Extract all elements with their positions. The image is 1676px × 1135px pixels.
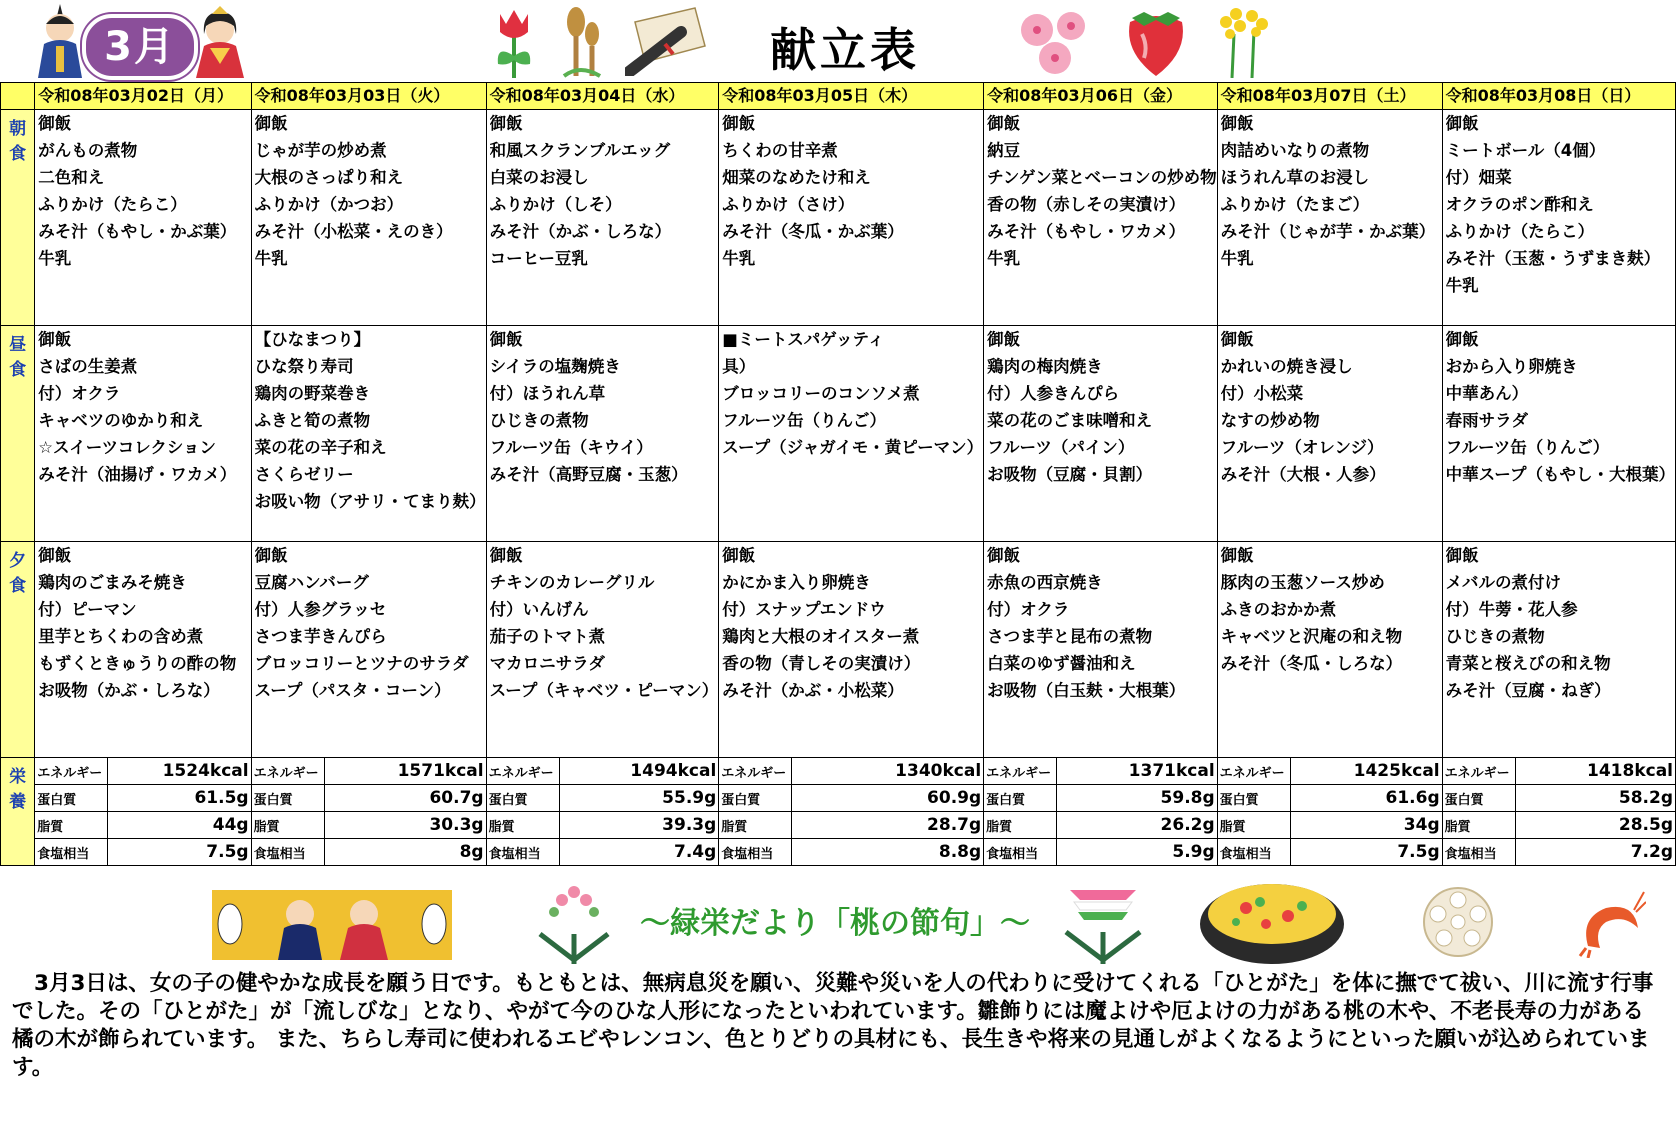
nutrition-row-item — [35, 758, 250, 785]
nutrition-label: 蛋白質 — [35, 785, 108, 812]
menu-item: フルーツ（パイン） — [987, 438, 1135, 457]
nutrition-value: 60.9g — [792, 785, 983, 812]
menu-item: みそ汁（じゃが芋・かぶ葉） — [1220, 222, 1436, 241]
nutrition-cell — [251, 758, 486, 866]
menu-item: 和風スクランブルエッグ — [489, 141, 671, 160]
nutrition-label: 脂質 — [1218, 812, 1291, 839]
menu-item: 香の物（赤しその実漬け） — [987, 195, 1186, 214]
date-header: 令和08年03月04日（水） — [486, 83, 719, 110]
menu-item: 牛乳 — [1445, 276, 1479, 295]
menu-item: ふりかけ（たらこ） — [1445, 222, 1595, 241]
menu-item: 付）畑菜 — [1445, 168, 1512, 187]
menu-item: 畑菜のなめたけ和え — [722, 168, 871, 187]
menu-item: 牛乳 — [38, 249, 72, 268]
nutrition-value: 34g — [1290, 812, 1441, 839]
nutrition-label: 食塩相当 — [719, 839, 792, 866]
menu-item: 付）ピーマン — [38, 600, 137, 619]
corner-cell — [1, 83, 35, 110]
menu-item: 大根のさっぱり和え — [254, 168, 404, 187]
menu-item: ブロッコリーとツナのサラダ — [254, 654, 469, 673]
dinner-cell — [719, 542, 984, 758]
menu-item: 御飯 — [722, 114, 756, 133]
nutrition-value: 5.9g — [1172, 842, 1215, 862]
peach-blossom-icon — [1015, 6, 1097, 78]
menu-item: 付）スナップエンドウ — [722, 600, 886, 619]
menu-item: 豚肉の玉葱ソース炒め — [1220, 573, 1385, 592]
nutrition-row-item — [1218, 839, 1442, 866]
breakfast-cell — [486, 110, 719, 326]
date-header: 令和08年03月07日（土） — [1217, 83, 1442, 110]
menu-item: なすの炒め物 — [1220, 411, 1320, 430]
nutrition-value: 7.5g — [1397, 842, 1440, 862]
menu-item: 里芋とちくわの含め煮 — [38, 627, 204, 646]
menu-item: みそ汁（もやし・ワカメ） — [987, 222, 1186, 241]
menu-item: 鶏肉の野菜巻き — [254, 384, 371, 403]
menu-item: かれいの焼き浸し — [1220, 357, 1353, 376]
emperor-doll-icon — [30, 2, 90, 78]
menu-item: 【ひなまつり】 — [254, 330, 371, 349]
nutrition-row-item — [487, 812, 719, 839]
menu-item: 赤魚の西京焼き — [987, 573, 1103, 592]
menu-item: ふりかけ（かつお） — [254, 195, 404, 214]
menu-item: 御飯 — [1220, 330, 1254, 349]
rape-blossom-icon — [1212, 4, 1276, 78]
dinner-cell — [1442, 542, 1675, 758]
nutrition-label: 食塩相当 — [984, 839, 1057, 866]
nutrition-label: エネルギー — [719, 758, 792, 785]
nutrition-row-item — [984, 812, 1217, 839]
nutrition-value: 1425kcal — [1290, 758, 1441, 785]
meal-label-dinner: 夕食 — [1, 542, 35, 758]
nutrition-table — [487, 758, 719, 865]
menu-item: メバルの煮付け — [1445, 573, 1561, 592]
menu-item: 牛乳 — [254, 249, 288, 268]
nutrition-row-item — [984, 839, 1217, 866]
lunch-cell — [719, 326, 984, 542]
nutrition-label: 蛋白質 — [1218, 785, 1291, 812]
lunch-cell — [1442, 326, 1675, 542]
date-header: 令和08年03月03日（火） — [251, 83, 486, 110]
nutrition-label: 脂質 — [487, 812, 560, 839]
menu-item: オクラのポン酢和え — [1445, 195, 1594, 214]
menu-item: 鶏肉の梅肉焼き — [987, 357, 1103, 376]
nutrition-label: エネルギー — [252, 758, 325, 785]
menu-item: 御飯 — [1445, 546, 1479, 565]
nutrition-row-item — [252, 785, 486, 812]
menu-item: 具） — [722, 357, 756, 376]
nutrition-value: 1494kcal — [559, 758, 718, 785]
menu-item: 付）人参きんぴら — [987, 384, 1120, 403]
nutrition-table — [984, 758, 1217, 865]
nutrition-value: 28.5g — [1515, 812, 1675, 839]
menu-item: 付）オクラ — [38, 384, 121, 403]
nutrition-row-item — [252, 839, 486, 866]
date-header-row — [1, 83, 1676, 110]
menu-item: 御飯 — [38, 114, 72, 133]
nutrition-row-item — [487, 758, 719, 785]
breakfast-cell — [719, 110, 984, 326]
nutrition-value: 7.5g — [206, 842, 249, 862]
nutrition-row-item — [487, 785, 719, 812]
diploma-icon — [625, 6, 707, 76]
breakfast-cell — [35, 110, 251, 326]
lunch-cell — [35, 326, 251, 542]
menu-item: 御飯 — [1220, 546, 1254, 565]
menu-item: 御飯 — [1220, 114, 1254, 133]
nutrition-row — [1, 758, 1676, 866]
nutrition-cell — [719, 758, 984, 866]
menu-item: 菜の花のごま味噌和え — [987, 411, 1153, 430]
menu-item: 鶏肉と大根のオイスター煮 — [722, 627, 920, 646]
nutrition-label: エネルギー — [1443, 758, 1516, 785]
menu-item: 牛乳 — [1220, 249, 1254, 268]
nutrition-label: 脂質 — [252, 812, 325, 839]
nutrition-cell — [35, 758, 251, 866]
nutrition-value: 59.8g — [1057, 785, 1217, 812]
menu-item: 御飯 — [38, 330, 72, 349]
breakfast-cell — [1442, 110, 1675, 326]
nutrition-value: 60.7g — [324, 785, 486, 812]
nutrition-value: 1340kcal — [792, 758, 983, 785]
menu-item: 白菜のお浸し — [489, 168, 589, 187]
nutrition-value: 39.3g — [559, 812, 718, 839]
menu-item: みそ汁（大根・人参） — [1220, 465, 1386, 484]
menu-item: ブロッコリーのコンソメ煮 — [722, 384, 920, 403]
nutrition-label: 蛋白質 — [984, 785, 1057, 812]
menu-item: 御飯 — [254, 546, 288, 565]
nutrition-value: 26.2g — [1057, 812, 1217, 839]
menu-item: みそ汁（小松菜・えのき） — [254, 222, 453, 241]
nutrition-value: 1571kcal — [324, 758, 486, 785]
nutrition-value: 61.6g — [1290, 785, 1441, 812]
menu-item: 御飯 — [1445, 330, 1479, 349]
menu-item: 御飯 — [254, 114, 288, 133]
menu-item: 御飯 — [1445, 114, 1479, 133]
nutrition-row-item — [35, 839, 250, 866]
menu-item: お吸物（豆腐・貝割） — [987, 465, 1153, 484]
menu-item: チキンのカレーグリル — [489, 573, 655, 592]
newsletter-text: 3月3日は、女の子の健やかな成長を願う日です。もともとは、無病息災を願い、災難や災いを人の代わりに受けてくれる「ひとがた」を体に撫でて祓い、川に流す行事でした。その「ひとがた」が「流しびな」となり、やがて今のひな人形になったといわれています。雛飾りには魔よけや厄よけの力がある桃の木や、不老長寿の力がある橘の木が飾られています。 また、ちらし寿司に使われるエビやレンコン、色とりどりの具材にも、長生きや将来の見通しがよくなるようにといった願いが込められています。 — [12, 971, 1654, 1080]
dinner-cell — [984, 542, 1218, 758]
menu-item: もずくときゅうりの酢の物 — [38, 654, 237, 673]
menu-item: みそ汁（高野豆腐・玉葱） — [489, 465, 688, 484]
menu-item: スープ（ジャガイモ・黄ピーマン） — [722, 438, 984, 457]
nutrition-value: 28.7g — [792, 812, 983, 839]
menu-item: フルーツ缶（キウイ） — [489, 438, 653, 457]
meal-label-nutrition: 栄養 — [1, 758, 35, 866]
hishi-mochi-icon — [1060, 876, 1146, 966]
nutrition-table — [252, 758, 486, 865]
menu-item: みそ汁（油揚げ・ワカメ） — [38, 465, 237, 484]
nutrition-row-item — [35, 812, 250, 839]
nutrition-label: 脂質 — [35, 812, 108, 839]
nutrition-row-item — [252, 758, 486, 785]
nutrition-table — [1218, 758, 1442, 865]
nutrition-label: エネルギー — [984, 758, 1057, 785]
menu-item: 牛乳 — [722, 249, 756, 268]
menu-item: チンゲン菜とベーコンの炒め物 — [987, 168, 1217, 187]
nutrition-value: 55.9g — [559, 785, 718, 812]
nutrition-row-item — [1443, 758, 1675, 785]
breakfast-cell — [251, 110, 486, 326]
nutrition-row-item — [487, 839, 719, 866]
menu-item: フルーツ缶（りんご） — [722, 411, 886, 430]
nutrition-label: 食塩相当 — [487, 839, 560, 866]
nutrition-value: 61.5g — [108, 785, 251, 812]
nutrition-label: 食塩相当 — [1443, 839, 1516, 866]
menu-item: 御飯 — [722, 546, 756, 565]
menu-item: 付）牛蒡・花人参 — [1445, 600, 1578, 619]
dinner-cell — [35, 542, 251, 758]
chirashi-sushi-icon — [1196, 872, 1348, 968]
menu-item: じゃが芋の炒め煮 — [254, 141, 387, 160]
menu-item: 春雨サラダ — [1445, 411, 1528, 430]
nutrition-cell — [486, 758, 719, 866]
menu-item: ミートボール（4個） — [1445, 141, 1606, 160]
nutrition-value: 1371kcal — [1057, 758, 1217, 785]
nutrition-label: 蛋白質 — [252, 785, 325, 812]
menu-item: 牛乳 — [987, 249, 1021, 268]
nutrition-row-item — [984, 758, 1217, 785]
horsetail-icon — [560, 4, 604, 78]
menu-item: ふりかけ（たまご） — [1220, 195, 1370, 214]
lunch-cell — [1217, 326, 1442, 542]
newsletter-title: ～緑栄だより「桃の節句」～ — [640, 906, 1030, 941]
menu-item: 肉詰めいなりの煮物 — [1220, 141, 1370, 160]
menu-item: ☆スイーツコレクション — [38, 438, 217, 457]
menu-item: 納豆 — [987, 141, 1021, 160]
dinner-row — [1, 542, 1676, 758]
date-header: 令和08年03月06日（金） — [984, 83, 1218, 110]
menu-item: 付）小松菜 — [1220, 384, 1304, 403]
page-title: 献立表 — [770, 23, 920, 77]
menu-item: ふりかけ（さけ） — [722, 195, 855, 214]
menu-item: さつま芋きんぴら — [254, 627, 387, 646]
menu-item: ふきと筍の煮物 — [254, 411, 371, 430]
menu-item: スープ（キャベツ・ピーマン） — [489, 681, 719, 700]
nutrition-label: エネルギー — [1218, 758, 1291, 785]
nutrition-cell — [1442, 758, 1675, 866]
menu-item: ひな祭り寿司 — [254, 357, 354, 376]
nutrition-table — [1443, 758, 1675, 865]
dinner-cell — [486, 542, 719, 758]
breakfast-cell — [1217, 110, 1442, 326]
menu-item: 香の物（青しその実漬け） — [722, 654, 921, 673]
nutrition-row-item — [1218, 758, 1442, 785]
menu-item: さつま芋と昆布の煮物 — [987, 627, 1153, 646]
lunch-cell — [486, 326, 719, 542]
menu-item: 付）人参グラッセ — [254, 600, 387, 619]
menu-item: 御飯 — [987, 114, 1021, 133]
nutrition-label: 食塩相当 — [1218, 839, 1291, 866]
lunch-cell — [984, 326, 1218, 542]
menu-item: スープ（パスタ・コーン） — [254, 681, 451, 700]
menu-item: ひじきの煮物 — [1445, 627, 1545, 646]
menu-item: 御飯 — [489, 546, 523, 565]
nutrition-label: 蛋白質 — [719, 785, 792, 812]
nutrition-row-item — [252, 812, 486, 839]
menu-item: コーヒー豆乳 — [489, 249, 588, 268]
menu-item: フルーツ缶（りんご） — [1445, 438, 1610, 457]
nutrition-row-item — [719, 812, 983, 839]
nutrition-value: 7.2g — [1630, 842, 1673, 862]
menu-item: 付）ほうれん草 — [489, 384, 606, 403]
menu-item: かにかま入り卵焼き — [722, 573, 871, 592]
menu-item: みそ汁（かぶ・しろな） — [489, 222, 672, 241]
menu-item: 青菜と桜えびの和え物 — [1445, 654, 1611, 673]
nutrition-row-item — [1443, 812, 1675, 839]
nutrition-row-item — [719, 758, 983, 785]
menu-item: キャベツのゆかり和え — [38, 411, 204, 430]
nutrition-table — [719, 758, 983, 865]
menu-item: お吸物（かぶ・しろな） — [38, 681, 220, 700]
menu-item: がんもの煮物 — [38, 141, 138, 160]
nutrition-label: 脂質 — [719, 812, 792, 839]
menu-item: 茄子のトマト煮 — [489, 627, 606, 646]
menu-item: さばの生姜煮 — [38, 357, 138, 376]
nutrition-label: 蛋白質 — [487, 785, 560, 812]
date-header: 令和08年03月02日（月） — [35, 83, 251, 110]
nutrition-row-item — [984, 785, 1217, 812]
menu-item: お吸い物（アサリ・てまり麸） — [254, 492, 486, 511]
menu-item: お吸物（白玉麸・大根葉） — [987, 681, 1186, 700]
strawberry-icon — [1122, 2, 1190, 78]
menu-item: シイラの塩麹焼き — [489, 357, 621, 376]
breakfast-row — [1, 110, 1676, 326]
empress-doll-icon — [190, 4, 250, 78]
menu-item: ふきのおかか煮 — [1220, 600, 1337, 619]
breakfast-cell — [984, 110, 1218, 326]
nutrition-value: 7.4g — [673, 842, 717, 862]
menu-item: ひじきの煮物 — [489, 411, 589, 430]
menu-item: フルーツ（オレンジ） — [1220, 438, 1384, 457]
lotus-root-icon — [1420, 884, 1496, 960]
nutrition-label: 脂質 — [1443, 812, 1516, 839]
nutrition-label: 食塩相当 — [35, 839, 108, 866]
menu-item: 菜の花の辛子和え — [254, 438, 387, 457]
menu-item: おから入り卵焼き — [1445, 357, 1578, 376]
shrimp-icon — [1576, 888, 1646, 958]
nutrition-value: 30.3g — [324, 812, 486, 839]
menu-item: みそ汁（玉葱・うずまき麸） — [1445, 249, 1661, 268]
menu-item: ふりかけ（しそ） — [489, 195, 622, 214]
menu-item: 白菜のゆず醤油和え — [987, 654, 1136, 673]
month-badge: 3月 — [82, 14, 198, 80]
nutrition-row-item — [35, 785, 250, 812]
peach-branch-icon — [534, 878, 614, 966]
nutrition-value: 1524kcal — [108, 758, 251, 785]
tulip-icon — [490, 4, 538, 78]
hina-dolls-icon — [212, 884, 452, 964]
nutrition-row-item — [1443, 785, 1675, 812]
nutrition-row-item — [719, 839, 983, 866]
meal-label-breakfast: 朝食 — [1, 110, 35, 326]
menu-item: みそ汁（かぶ・小松菜） — [722, 681, 904, 700]
menu-item: みそ汁（もやし・かぶ葉） — [38, 222, 237, 241]
menu-item: 中華スープ（もやし・大根葉） — [1445, 465, 1675, 484]
menu-item: 二色和え — [38, 168, 105, 187]
nutrition-value: 44g — [108, 812, 251, 839]
menu-item: 御飯 — [987, 330, 1021, 349]
menu-item: 付）オクラ — [987, 600, 1070, 619]
menu-item: さくらゼリー — [254, 465, 354, 484]
menu-item: 御飯 — [987, 546, 1021, 565]
dinner-cell — [251, 542, 486, 758]
nutrition-row-item — [1443, 839, 1675, 866]
nutrition-value: 58.2g — [1515, 785, 1675, 812]
menu-item: みそ汁（冬瓜・しろな） — [1220, 654, 1403, 673]
nutrition-value: 8g — [459, 842, 484, 862]
nutrition-value: 1418kcal — [1515, 758, 1675, 785]
nutrition-cell — [984, 758, 1218, 866]
lunch-row — [1, 326, 1676, 542]
nutrition-label: 脂質 — [984, 812, 1057, 839]
nutrition-row-item — [1218, 785, 1442, 812]
menu-item: マカロニサラダ — [489, 654, 605, 673]
menu-item: 御飯 — [38, 546, 72, 565]
nutrition-label: 食塩相当 — [252, 839, 325, 866]
menu-item: 豆腐ハンバーグ — [254, 573, 369, 592]
menu-item: ちくわの甘辛煮 — [722, 141, 838, 160]
menu-item: 御飯 — [489, 330, 523, 349]
nutrition-label: エネルギー — [487, 758, 560, 785]
menu-item: 御飯 — [489, 114, 523, 133]
nutrition-label: 蛋白質 — [1443, 785, 1516, 812]
menu-item: 中華あん） — [1445, 384, 1529, 403]
menu-item: キャベツと沢庵の和え物 — [1220, 627, 1403, 646]
nutrition-table — [35, 758, 250, 865]
menu-item: 付）いんげん — [489, 600, 589, 619]
date-header: 令和08年03月08日（日） — [1442, 83, 1675, 110]
dinner-cell — [1217, 542, 1442, 758]
header — [0, 0, 1676, 80]
nutrition-cell — [1217, 758, 1442, 866]
meal-label-lunch: 昼食 — [1, 326, 35, 542]
menu-table — [0, 82, 1676, 866]
menu-item: 鶏肉のごまみそ焼き — [38, 573, 187, 592]
menu-item: ■ミートスパゲッティ — [722, 330, 885, 349]
lunch-cell — [251, 326, 486, 542]
menu-item: ほうれん草のお浸し — [1220, 168, 1370, 187]
nutrition-label: エネルギー — [35, 758, 108, 785]
menu-item: ふりかけ（たらこ） — [38, 195, 187, 214]
nutrition-row-item — [719, 785, 983, 812]
nutrition-value: 8.8g — [938, 842, 982, 862]
menu-item: みそ汁（冬瓜・かぶ葉） — [722, 222, 904, 241]
date-header: 令和08年03月05日（木） — [719, 83, 984, 110]
nutrition-row-item — [1218, 812, 1442, 839]
menu-item: みそ汁（豆腐・ねぎ） — [1445, 681, 1611, 700]
